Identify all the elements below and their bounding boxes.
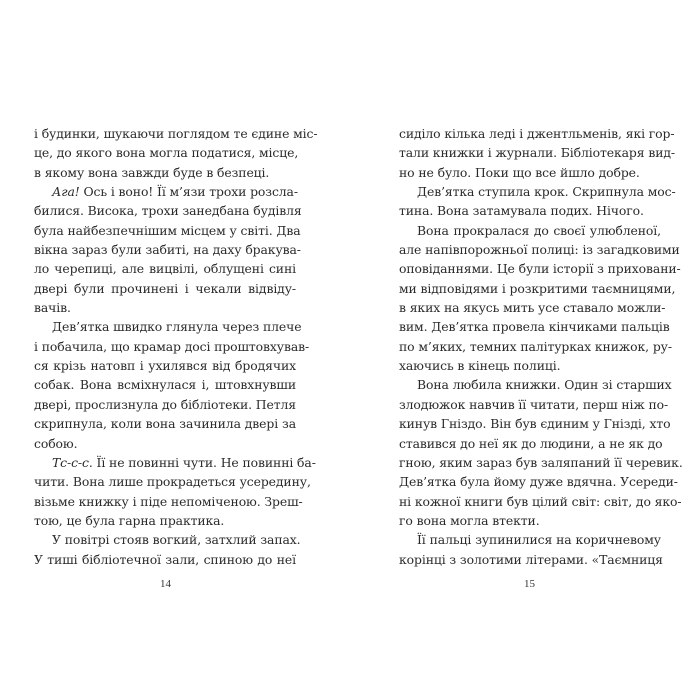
line-text: Вона любила книжки. Один зі старших <box>417 377 672 393</box>
line-text: Дев’ятка була йому дуже вдячна. Усереди- <box>399 474 678 490</box>
text-line <box>34 279 296 298</box>
line-text: двері були прочинені і чекали відвіду- <box>34 280 296 296</box>
line-text: ні кожної книги був цілий світ: світ, до яко- <box>399 493 682 509</box>
left-page-text <box>34 124 318 569</box>
line-text: вачів. <box>34 300 71 316</box>
line-text: гною, яким зараз був заляпаний її черевик. <box>399 454 683 470</box>
text-line <box>399 375 672 394</box>
line-text: це, до якого вона могла податися, місце, <box>34 145 299 161</box>
italic-emphasis: Тс-с-с. <box>52 454 93 470</box>
line-text: оповіданнями. Це були історії з приховани- <box>399 261 681 277</box>
text-line <box>399 550 661 569</box>
text-line <box>34 201 302 220</box>
text-line <box>399 395 669 414</box>
line-text: кинув Гніздо. Він був єдиним у Гнізді, хто <box>399 416 671 432</box>
text-line <box>34 317 302 336</box>
line-text: ми відповідями і розкритими таємницями, <box>399 280 676 296</box>
text-line <box>34 511 296 530</box>
text-line <box>34 453 316 472</box>
text-line <box>399 434 661 453</box>
text-line <box>34 356 296 375</box>
line-text: тою, це була гарна практика. <box>34 512 225 528</box>
text-line <box>399 356 661 375</box>
text-line <box>399 182 676 201</box>
text-line <box>34 530 301 549</box>
line-text: в якому вона завжди буде в безпеці. <box>34 164 270 180</box>
line-text: ся крізь натовп і ухилявся від бродячих <box>34 358 296 374</box>
text-line <box>34 414 296 433</box>
text-line <box>399 530 661 549</box>
line-text: Її не повинні чути. Не повинні ба- <box>92 454 316 470</box>
line-text: но не було. Поки що все йшло добре. <box>399 164 640 180</box>
line-text: У повітрі стояв вогкий, затхлий запах. <box>52 532 301 548</box>
page-number-left: 14 <box>160 578 171 590</box>
line-text: Вона прокралася до своєї улюбленої, <box>417 222 661 238</box>
text-line <box>399 143 675 162</box>
text-line <box>34 298 296 317</box>
line-text: візьме книжку і піде непоміченою. Зреш- <box>34 493 303 509</box>
text-line <box>34 182 296 201</box>
line-text: собою. <box>34 435 78 451</box>
line-text: Дев’ятка ступила крок. Скрипнула мос- <box>417 184 676 200</box>
text-line <box>34 337 310 356</box>
text-line <box>34 124 318 143</box>
text-line <box>399 201 661 220</box>
italic-emphasis: Ага! <box>52 184 80 200</box>
line-text: тина. Вона затамувала подих. Нічого. <box>399 203 644 219</box>
line-text: тали книжки і журнали. Бібліотекаря вид- <box>399 145 675 161</box>
line-text: в яких на якусь мить усе ставало можли- <box>399 300 666 316</box>
line-text: і будинки, шукаючи поглядом те єдине міс- <box>34 126 318 141</box>
text-line <box>399 414 671 433</box>
line-text: ло черепиці, але вицвілі, облущені сині <box>34 261 296 277</box>
right-page-text <box>399 124 683 569</box>
line-text: У тиші бібліотечної зали, спиною до неї <box>34 551 296 567</box>
text-line <box>399 511 661 530</box>
text-line <box>34 434 296 453</box>
text-line <box>34 240 301 259</box>
line-text: хаючись в кінець полиці. <box>399 358 561 374</box>
text-line <box>34 221 301 240</box>
text-line <box>399 337 672 356</box>
text-line <box>34 163 296 182</box>
line-text: вим. Дев’ятка провела кінчиками пальців <box>399 319 670 335</box>
line-text: го вона могла втекти. <box>399 512 540 528</box>
text-line <box>34 395 296 414</box>
text-line <box>399 240 680 259</box>
line-text: по м’яких, темних палітурках книжок, ру- <box>399 338 672 354</box>
line-text: і побачила, що крамар досі проштовхував- <box>34 338 310 354</box>
line-text: була найбезпечнішим місцем у світі. Два <box>34 222 301 238</box>
text-line <box>399 124 675 143</box>
line-text: чити. Вона лише прокрадеться усередину, <box>34 474 311 490</box>
text-line <box>34 472 311 491</box>
text-line <box>34 259 296 278</box>
text-line <box>34 375 296 394</box>
line-text: ставився до неї як до людини, а не як до <box>399 435 663 451</box>
text-line <box>34 492 303 511</box>
line-text: сиділо кілька леді і джентльменів, які гор- <box>399 126 675 141</box>
line-text: Ось і воно! Її м’язи трохи розсла- <box>79 184 298 200</box>
text-line <box>399 163 661 182</box>
text-line <box>399 317 670 336</box>
text-line <box>399 492 682 511</box>
text-line <box>399 221 661 240</box>
text-line <box>399 298 666 317</box>
line-text: Її пальці зупинилися на коричневому <box>417 532 661 548</box>
text-line <box>399 259 681 278</box>
page-number-right: 15 <box>524 578 535 590</box>
line-text: корінці з золотими літерами. «Таємниця <box>399 551 663 567</box>
line-text: Дев’ятка швидко глянула через плече <box>52 319 302 335</box>
line-text: двері, прослизнула до бібліотеки. Петля <box>34 396 296 412</box>
line-text: злодюжок навчив її читати, перш ніж по- <box>399 396 669 412</box>
text-line <box>399 453 683 472</box>
line-text: вікна зараз були забиті, на даху бракува- <box>34 242 301 258</box>
line-text: собак. Вона всміхнулася і, штовхнувши <box>34 377 296 393</box>
line-text: билися. Висока, трохи занедбана будівля <box>34 203 302 219</box>
line-text: але напівпорожньої полиці: із загадковими <box>399 242 680 258</box>
line-text: скрипнула, коли вона зачинила двері за <box>34 416 296 432</box>
text-line <box>399 472 678 491</box>
text-line <box>34 550 296 569</box>
text-line <box>34 143 299 162</box>
text-line <box>399 279 676 298</box>
